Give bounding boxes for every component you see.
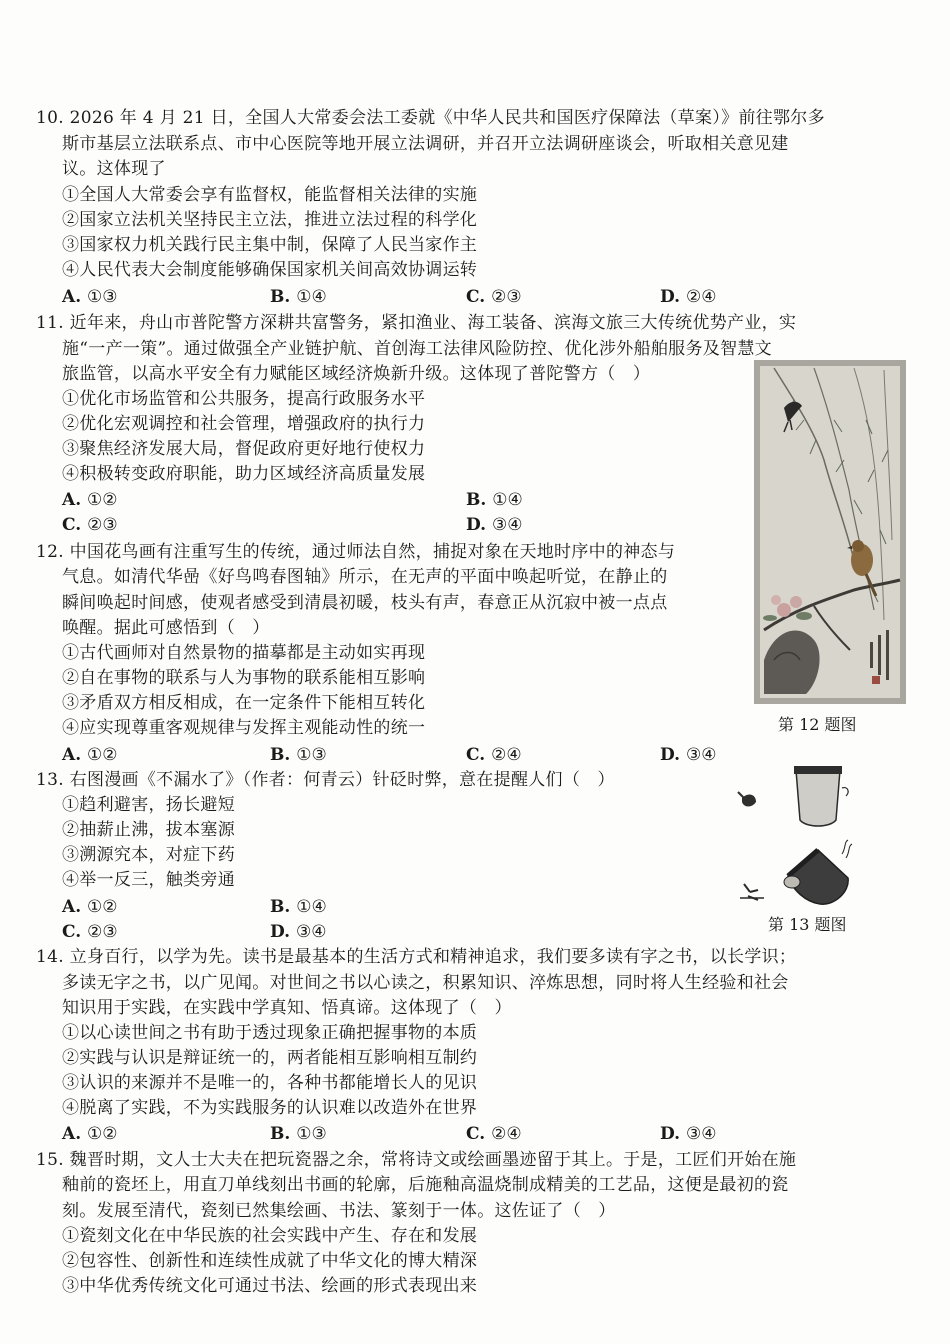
q12-figure-caption: 第 12 题图 xyxy=(778,715,857,734)
q12-option-d[interactable]: D. ③④ xyxy=(660,745,717,765)
q10-stem-line-3: 议。这体现了 xyxy=(62,159,166,179)
q11-option-a[interactable]: A. ①② xyxy=(62,490,118,510)
bird-painting-figure xyxy=(754,360,906,704)
q12-stem-line-2: 气息。如清代华喦《好鸟鸣春图轴》所示，在无声的平面中唤起听觉，在静止的 xyxy=(62,567,668,587)
q11-stem-line-3: 旅监管，以高水平安全有力赋能区域经济焕新升级。这体现了普陀警方（ ） xyxy=(62,364,651,384)
q10-choice-2: ②国家立法机关坚持民主立法，推进立法过程的科学化 xyxy=(62,210,478,230)
q13-stem-line-1: 13. 右图漫画《不漏水了》（作者：何青云）针砭时弊，意在提醒人们（ ） xyxy=(36,770,615,790)
q15-choice-1: ①瓷刻文化在中华民族的社会实践中产生、存在和发展 xyxy=(62,1226,478,1246)
q14-stem-line-1: 14. 立身百行，以学为先。读书是最基本的生活方式和精神追求，我们要多读有字之书，以长学识； xyxy=(36,947,797,967)
q14-option-b[interactable]: B. ①③ xyxy=(270,1124,327,1144)
q12-stem-line-4: 唤醒。据此可感悟到（ ） xyxy=(62,618,270,638)
q12-option-b[interactable]: B. ①③ xyxy=(270,745,327,765)
q11-choice-2: ②优化宏观调控和社会管理，增强政府的执行力 xyxy=(62,414,426,434)
q14-stem-line-2: 多读无字之书，以广见闻。对世间之书以心读之，积累知识、淬炼思想，同时将人生经验和社会 xyxy=(62,973,789,993)
q13-option-a[interactable]: A. ①② xyxy=(62,897,118,917)
q14-stem-line-3: 知识用于实践，在实践中学真知、悟真谛。这体现了（ ） xyxy=(62,998,512,1018)
q15-choice-2: ②包容性、创新性和连续性成就了中华文化的博大精深 xyxy=(62,1251,478,1271)
q10-choice-4: ④人民代表大会制度能够确保国家机关间高效协调运转 xyxy=(62,260,478,280)
q14-option-d[interactable]: D. ③④ xyxy=(660,1124,717,1144)
q11-choice-4: ④积极转变政府职能，助力区域经济高质量发展 xyxy=(62,464,426,484)
q10-stem-line-2: 斯市基层立法联系点、市中心医院等地开展立法调研，并召开立法调研座谈会，听取相关意见建 xyxy=(62,134,789,154)
q14-choice-3: ③认识的来源并不是唯一的，各种书都能增长人的见识 xyxy=(62,1073,478,1093)
q12-stem-line-1: 12. 中国花鸟画有注重写生的传统，通过师法自然，捕捉对象在天地时序中的神态与 xyxy=(36,542,676,562)
q12-option-a[interactable]: A. ①② xyxy=(62,745,118,765)
q12-stem-line-3: 瞬间唤起时间感，使观者感受到清晨初暖，枝头有声，春意正从沉寂中被一点点 xyxy=(62,593,668,613)
q12-choice-2: ②自在事物的联系与人为事物的联系能相互影响 xyxy=(62,668,426,688)
q13-figure-caption: 第 13 题图 xyxy=(768,915,847,934)
q10-option-a[interactable]: A. ①③ xyxy=(62,287,118,307)
q15-stem-line-2: 釉前的瓷坯上，用直刀单线刻出书画的轮廓，后施釉高温烧制成精美的工艺品，这便是最初的瓷 xyxy=(62,1175,789,1195)
q14-option-c[interactable]: C. ②④ xyxy=(466,1124,522,1144)
q10-option-c[interactable]: C. ②③ xyxy=(466,287,522,307)
q12-choice-4: ④应实现尊重客观规律与发挥主观能动性的统一 xyxy=(62,718,426,738)
q10-option-b[interactable]: B. ①④ xyxy=(270,287,327,307)
q10-option-d[interactable]: D. ②④ xyxy=(660,287,717,307)
q12-option-c[interactable]: C. ②④ xyxy=(466,745,522,765)
q13-option-b[interactable]: B. ①④ xyxy=(270,897,327,917)
q13-option-d[interactable]: D. ③④ xyxy=(270,922,327,942)
q11-option-b[interactable]: B. ①④ xyxy=(466,490,523,510)
q10-choice-3: ③国家权力机关践行民主集中制，保障了人民当家作主 xyxy=(62,235,478,255)
q11-stem-line-1: 11. 近年来，舟山市普陀警方深耕共富警务，紧扣渔业、海工装备、滨海文旅三大传统优势产业，实 xyxy=(36,313,797,333)
q13-choice-3: ③溯源究本，对症下药 xyxy=(62,845,235,865)
q11-choice-1: ①优化市场监管和公共服务，提高行政服务水平 xyxy=(62,389,426,409)
q10-choice-1: ①全国人大常委会享有监督权，能监督相关法律的实施 xyxy=(62,185,478,205)
q15-stem-line-1: 15. 魏晋时期，文人士大夫在把玩瓷器之余，常将诗文或绘画墨迹留于其上。于是，工匠们开始在施 xyxy=(36,1150,797,1170)
q14-choice-4: ④脱离了实践，不为实践服务的认识难以改造外在世界 xyxy=(62,1098,478,1118)
q13-choice-4: ④举一反三，触类旁通 xyxy=(62,870,235,890)
q13-choice-2: ②抽薪止沸，拔本塞源 xyxy=(62,820,235,840)
q11-stem-line-2: 施“一产一策”。通过做强全产业链护航、首创海工法律风险防控、优化涉外船舶服务及智慧文 xyxy=(62,339,772,359)
cartoon-bucket-figure xyxy=(730,758,860,918)
q13-choice-1: ①趋利避害，扬长避短 xyxy=(62,795,235,815)
q11-choice-3: ③聚焦经济发展大局，督促政府更好地行使权力 xyxy=(62,439,426,459)
q12-choice-3: ③矛盾双方相反相成，在一定条件下能相互转化 xyxy=(62,693,426,713)
q11-option-c[interactable]: C. ②③ xyxy=(62,515,118,535)
q12-choice-1: ①古代画师对自然景物的描摹都是主动如实再现 xyxy=(62,643,426,663)
q13-option-c[interactable]: C. ②③ xyxy=(62,922,118,942)
q14-choice-2: ②实践与认识是辩证统一的，两者能相互影响相互制约 xyxy=(62,1048,478,1068)
q11-option-d[interactable]: D. ③④ xyxy=(466,515,523,535)
q14-choice-1: ①以心读世间之书有助于透过现象正确把握事物的本质 xyxy=(62,1023,478,1043)
q15-stem-line-3: 刻。发展至清代，瓷刻已然集绘画、书法、篆刻于一体。这佐证了（ ） xyxy=(62,1201,616,1221)
q10-stem-line-1: 10. 2026 年 4 月 21 日，全国人大常委会法工委就《中华人民共和国医疗保障法（草案）》前往鄂尔多 xyxy=(36,108,825,128)
q14-option-a[interactable]: A. ①② xyxy=(62,1124,118,1144)
q15-choice-3: ③中华优秀传统文化可通过书法、绘画的形式表现出来 xyxy=(62,1276,478,1296)
